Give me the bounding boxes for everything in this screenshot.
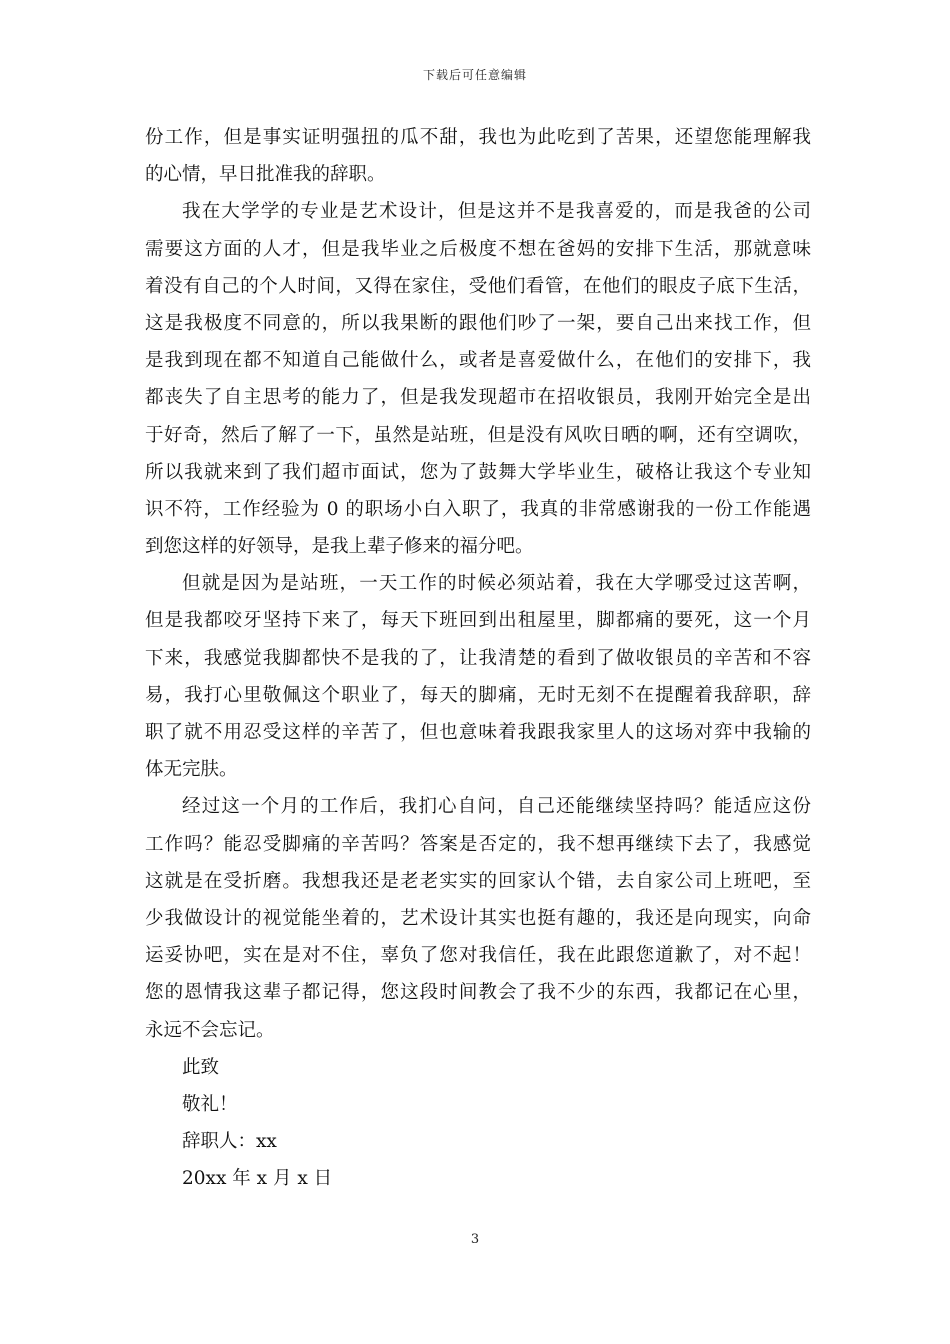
text-line: 运妥协吧，实在是对不住，辜负了您对我信任，我在此跟您道歉了，对不起！	[145, 945, 811, 967]
text-line: 您的恩情我这辈子都记得，您这段时间教会了我不少的东西，我都记在心里，	[145, 982, 811, 1004]
signature: 辞职人：xx	[182, 1131, 277, 1153]
text-line: 所以我就来到了我们超市面试，您为了鼓舞大学毕业生，破格让我这个专业知	[145, 461, 811, 483]
text-line: 的心情，早日批准我的辞职。	[145, 164, 386, 186]
page-number: 3	[470, 1232, 480, 1247]
text-line: 于好奇，然后了解了一下，虽然是站班，但是没有风吹日晒的啊，还有空调吹，	[145, 424, 811, 446]
text-line: 但就是因为是站班，一天工作的时候必须站着，我在大学哪受过这苦啊，	[182, 573, 811, 595]
text-line: 下来，我感觉我脚都快不是我的了，让我清楚的看到了做收银员的辛苦和不容	[145, 647, 811, 669]
text-line: 识不符，工作经验为 0 的职场小白入职了，我真的非常感谢我的一份工作能遇	[145, 498, 811, 520]
text-line: 着没有自己的个人时间，又得在家住，受他们看管，在他们的眼皮子底下生活，	[145, 275, 811, 297]
text-line: 少我做设计的视觉能坐着的，艺术设计其实也挺有趣的，我还是向现实，向命	[145, 907, 811, 929]
text-line: 工作吗？能忍受脚痛的辛苦吗？答案是否定的，我不想再继续下去了，我感觉	[145, 833, 811, 855]
text-line: 我在大学学的专业是艺术设计，但是这并不是我喜爱的，而是我爸的公司	[182, 201, 811, 223]
text-line: 是我到现在都不知道自己能做什么，或者是喜爱做什么，在他们的安排下，我	[145, 350, 811, 372]
text-line: 体无完肤。	[145, 759, 238, 781]
letter-date: 20xx 年 x 月 x 日	[182, 1168, 333, 1190]
text-line: 需要这方面的人才，但是我毕业之后极度不想在爸妈的安排下生活，那就意味	[145, 238, 811, 260]
page-header-note: 下载后可任意编辑	[422, 68, 527, 82]
text-line: 都丧失了自主思考的能力了，但是我发现超市在招收银员，我刚开始完全是出	[145, 387, 811, 409]
text-line: 份工作，但是事实证明强扭的瓜不甜，我也为此吃到了苦果，还望您能理解我	[145, 127, 811, 148]
text-line: 易，我打心里敬佩这个职业了，每天的脚痛，无时无刻不在提醒着我辞职，辞	[145, 684, 811, 706]
text-line: 但是我都咬牙坚持下来了，每天下班回到出租屋里，脚都痛的要死，这一个月	[145, 610, 811, 632]
closing-regards: 敬礼！	[182, 1093, 238, 1115]
letter-body	[145, 119, 811, 1197]
text-line: 永远不会忘记。	[145, 1019, 275, 1041]
text-line: 这是我极度不同意的，所以我果断的跟他们吵了一架，要自己出来找工作，但	[145, 312, 811, 334]
text-line: 经过这一个月的工作后，我扪心自问，自己还能继续坚持吗？能适应这份	[182, 796, 811, 818]
text-line: 到您这样的好领导，是我上辈子修来的福分吧。	[145, 536, 534, 558]
text-line: 这就是在受折磨。我想我还是老老实实的回家认个错，去自家公司上班吧，至	[145, 870, 811, 892]
text-line: 职了就不用忍受这样的辛苦了，但也意味着我跟我家里人的这场对弈中我输的	[145, 722, 811, 743]
closing-salutation: 此致	[182, 1056, 220, 1078]
